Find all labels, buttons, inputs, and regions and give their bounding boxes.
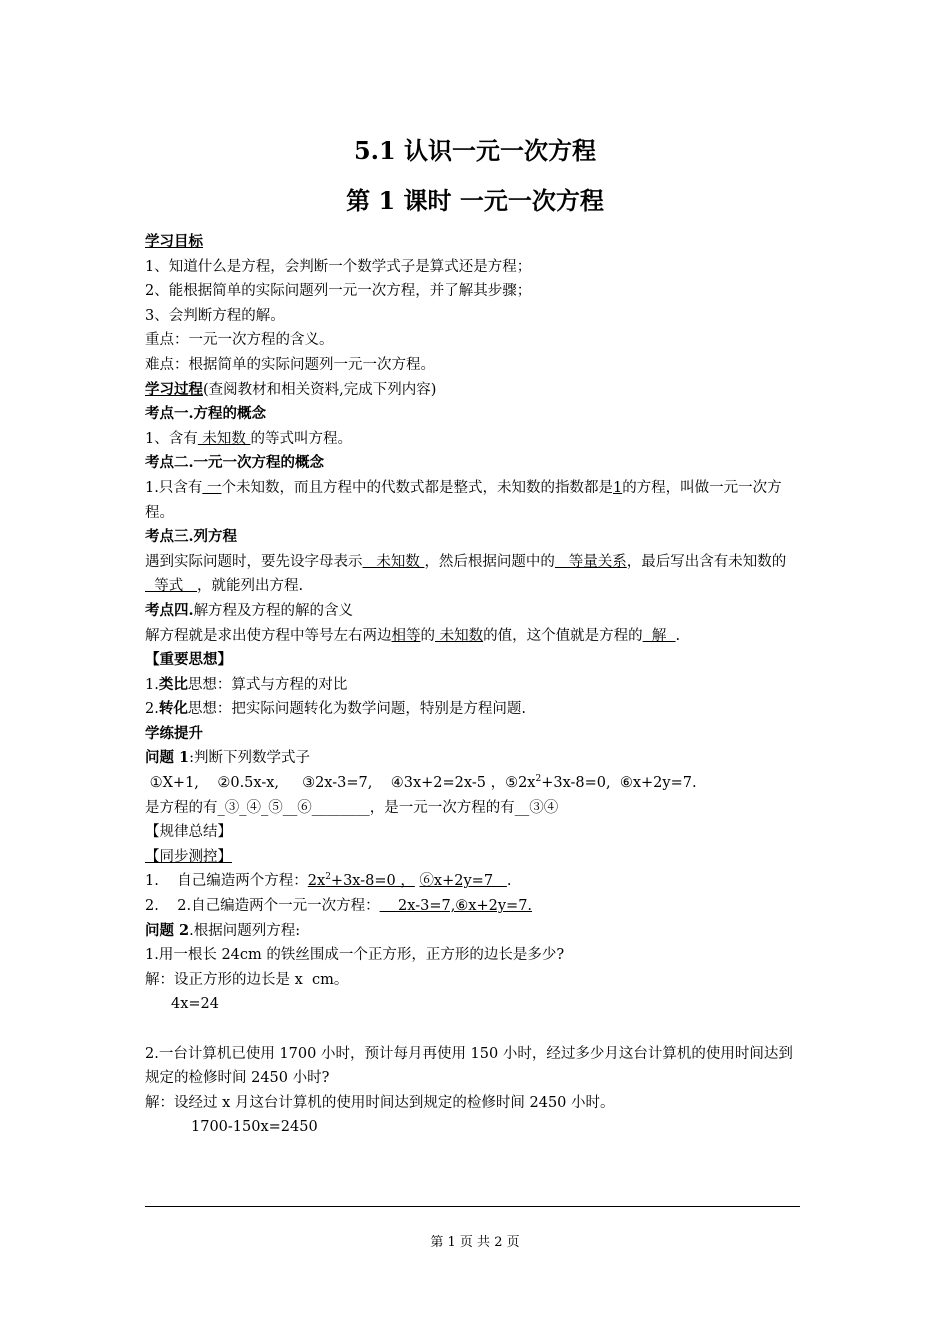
k2-heading: 考点二.一元一次方程的概念 <box>145 454 325 472</box>
text: ①X+1, ②0.5x-x, ③2x-3=7, ④3x+2=2x-5 ，⑤2x <box>145 775 536 792</box>
text: ，是一元一次方程的有 <box>369 799 515 816</box>
k4-text <box>145 624 805 649</box>
key-point: 重点：一元一次方程的含义。 <box>145 332 334 349</box>
k3-heading: 考点三.列方程 <box>145 528 238 546</box>
objective-item: 1、知道什么是方程，会判断一个数学式子是算式还是方程； <box>145 258 532 275</box>
text: 的等式叫方程。 <box>250 430 352 447</box>
objective-item: 2、能根据简单的实际问题列一元一次方程，并了解其步骤； <box>145 283 532 300</box>
fill-blank: 未知数 <box>362 553 425 570</box>
q2-solution-1: 解：设正方形的边长是 x cm。 <box>145 971 349 988</box>
text: 解方程及方程的解的含义 <box>193 602 354 619</box>
text: 思想：把实际问题转化为数学问题，特别是方程问题. <box>187 701 526 718</box>
text: 类比 <box>158 675 188 693</box>
text: 个未知数，而且方程中的代数式都是整式，未知数的指数都是 <box>221 479 613 496</box>
text: 的方程，叫做一元一次方程。 <box>145 479 782 521</box>
superscript: 2 <box>325 872 331 883</box>
text: 1. 自己编造两个方程： <box>145 873 308 890</box>
text: 1、含有 <box>145 430 198 447</box>
k1-text <box>145 427 805 452</box>
thinking-heading: 【重要思想】 <box>145 651 232 669</box>
text: 转化 <box>158 700 188 718</box>
answer <box>308 873 415 889</box>
answer: __③④ <box>514 799 559 816</box>
q2-title <box>145 919 805 944</box>
rule-summary-heading: 【规律总结】 <box>145 824 232 841</box>
text: 的 <box>420 627 435 644</box>
fill-blank: 等量关系 <box>554 553 627 570</box>
q1-title <box>145 746 805 771</box>
k2-text <box>145 476 805 525</box>
objectives-heading: 学习目标 <box>145 233 203 250</box>
text: 1.只含有 <box>145 479 203 496</box>
text: ，最后写出含有未知数的 <box>626 553 787 570</box>
q1-expressions <box>145 771 805 796</box>
spacer <box>145 1017 805 1042</box>
q2-label: 问题 2 <box>145 921 190 939</box>
main-title: 5.1 认识一元一次方程 <box>353 136 597 165</box>
k4-heading-line <box>145 599 805 624</box>
text: 的值，这个值就是方程的 <box>483 627 643 644</box>
fill-blank: 1 <box>612 479 623 496</box>
answer: 2x-3=7,⑥x+2y=7. <box>379 898 533 915</box>
text: 思想：算式与方程的对比 <box>187 676 348 693</box>
fill-blank: 解 <box>642 627 676 644</box>
q2-equation-2: 1700-150x=2450 <box>191 1119 318 1136</box>
text: 是方程的有 <box>145 799 218 816</box>
objective-item: 3、会判断方程的解。 <box>145 307 285 324</box>
process-line <box>145 378 805 403</box>
footer-divider <box>145 1206 800 1207</box>
text: . <box>506 873 512 890</box>
page-footer: 第 1 页 共 2 页 <box>430 1235 520 1250</box>
fill-blank: 相等 <box>391 627 421 644</box>
thinking-item <box>145 697 805 722</box>
text: ，就能列出方程. <box>197 578 304 595</box>
k3-text <box>145 550 805 599</box>
text: +3x-8=0 ， <box>330 873 415 890</box>
thinking-item <box>145 673 805 698</box>
document-page <box>145 130 805 1140</box>
text: .根据问题列方程: <box>189 922 301 939</box>
text: . <box>675 627 681 644</box>
text: 1. <box>145 676 159 693</box>
sync-item-2 <box>145 894 805 919</box>
q1-label: 问题 1 <box>145 749 190 767</box>
text: :判断下列数学式子 <box>189 750 311 767</box>
process-note: (查阅教材和相关资料,完成下列内容) <box>203 381 437 398</box>
lesson-title: 第 1 课时 一元一次方程 <box>346 186 604 215</box>
sync-heading: 【同步测控】 <box>145 848 232 865</box>
q2-solution-2: 解：设经过 x 月这台计算机的使用时间达到规定的检修时间 2450 小时。 <box>145 1094 615 1111</box>
k4-heading: 考点四. <box>145 601 194 619</box>
process-heading: 学习过程 <box>145 380 203 398</box>
sync-item-1 <box>145 869 805 894</box>
answer: _③_④_⑤__⑥________ <box>217 799 370 816</box>
text: 2. <box>145 701 159 718</box>
fill-blank: 未知数 <box>197 430 251 447</box>
superscript: 2 <box>535 774 542 785</box>
fill-blank: 等式 <box>145 578 198 595</box>
text: ，然后根据问题中的 <box>424 553 555 570</box>
q1-answer <box>145 796 805 821</box>
text: 解方程就是求出使方程中等号左右两边 <box>145 627 392 644</box>
k1-heading: 考点一.方程的概念 <box>145 405 267 423</box>
q2-equation-1: 4x=24 <box>171 996 220 1013</box>
text: 遇到实际问题时，要先设字母表示 <box>145 553 363 570</box>
text: 2x <box>307 873 326 890</box>
answer: ⑥x+2y=7 <box>419 873 507 890</box>
q2-problem-2: 2.一台计算机已使用 1700 小时，预计每月再使用 150 小时，经过多少月这台计算机的使用时间达到规定的检修时间 2450 小时? <box>145 1045 793 1087</box>
fill-blank: 未知数 <box>435 627 484 644</box>
fill-blank: 一 <box>202 479 222 496</box>
text: 2. 2.自己编造两个一元一次方程： <box>145 898 380 915</box>
text: +3x-8=0, ⑥x+2y=7. <box>541 775 697 792</box>
difficulty-point: 难点：根据简单的实际问题列一元一次方程。 <box>145 356 435 373</box>
practice-heading: 学练提升 <box>145 724 203 742</box>
q2-problem-1: 1.用一根长 24cm 的铁丝围成一个正方形，正方形的边长是多少? <box>145 947 565 964</box>
